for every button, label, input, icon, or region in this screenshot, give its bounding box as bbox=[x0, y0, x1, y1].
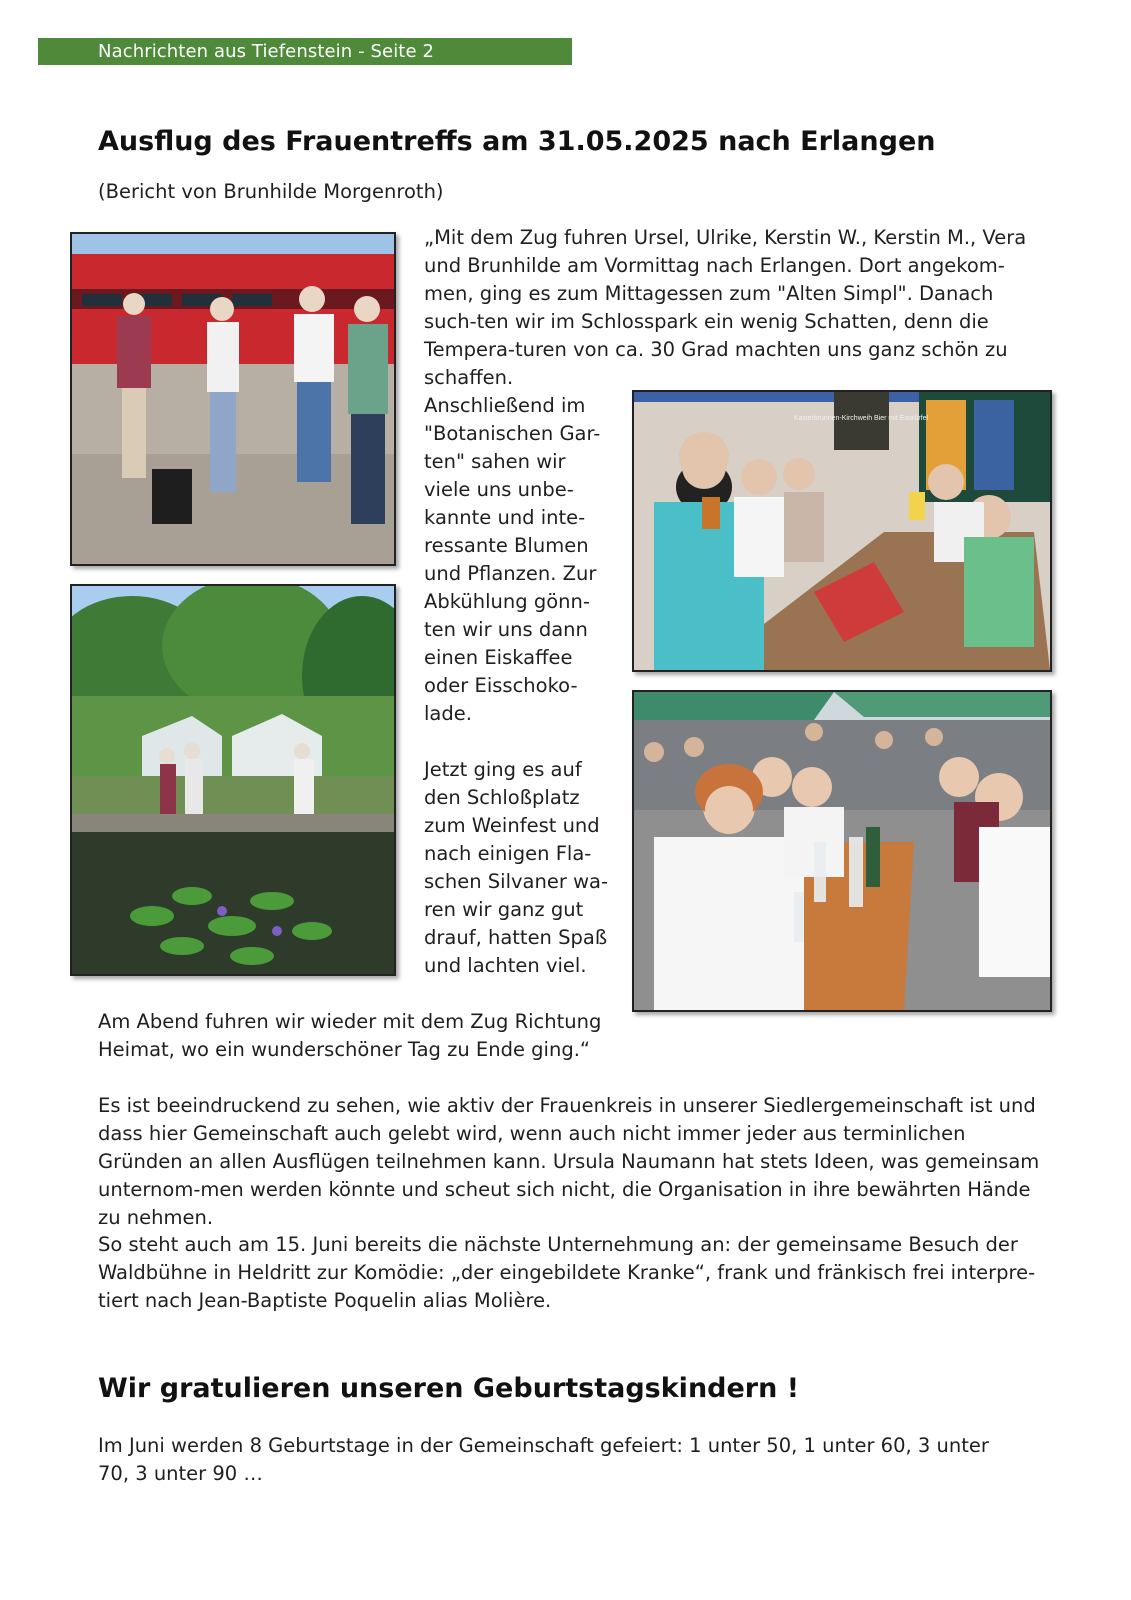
page-header-title: Nachrichten aus Tiefenstein - Seite 2 bbox=[98, 41, 435, 62]
article-paragraph-1: „Mit dem Zug fuhren Ursel, Ulrike, Kerstin W., Kerstin M., Vera und Brunhilde am Vormittag nach Erlangen. Dort angekom-men, ging es zum Mittagessen zum "Alten Simpl". Danach such-ten wir im Schlosspark ein wenig Schatten, denn die Tempera-turen von ca. 30 Grad machten uns ganz schön zu schaffen. bbox=[424, 226, 1027, 389]
birthdays-text: Im Juni werden 8 Geburtstage in der Gemeinschaft gefeiert: 1 unter 50, 1 unter 60, 3 unter 70, 3 unter 90 … bbox=[98, 1434, 989, 1485]
article-paragraph-4: Am Abend fuhren wir wieder mit dem Zug Richtung Heimat, wo ein wunderschöner Tag zu Ende ging.“ bbox=[98, 1010, 602, 1061]
article-paragraph-2: Anschließend im "Botanischen Gar-ten" sahen wir viele uns unbe-kannte und inte-ressante Blumen und Pflanzen. Zur Abkühlung gönn-ten wir uns dann einen Eiskaffee oder Eisschoko-lade. bbox=[424, 394, 601, 725]
article-paragraph-5: Es ist beeindruckend zu sehen, wie aktiv der Frauenkreis in unserer Siedlergemeinschaft ist und dass hier Gemeinschaft auch gelebt wird, wenn auch nicht immer jeder aus terminlichen Gründen an allen Ausflügen teilnehmen kann. Ursula Naumann hat stets Ideen, was gemeinsam unternom-men werden könnte und scheut sich nicht, die Organisation in ihre bewährten Hände zu nehmen. bbox=[98, 1094, 1040, 1229]
photo-train-platform bbox=[70, 232, 396, 566]
photo-botanical-garden bbox=[70, 584, 396, 976]
photo-wine-festival bbox=[632, 690, 1052, 1012]
birthdays-title: Wir gratulieren unseren Geburtstagskindern ! bbox=[98, 1373, 800, 1404]
article-byline: (Bericht von Brunhilde Morgenroth) bbox=[98, 180, 444, 203]
article-paragraph-3: Jetzt ging es auf den Schloßplatz zum Weinfest und nach einigen Fla-schen Silvaner wa-ren wir ganz gut drauf, hatten Spaß und lachten viel. bbox=[424, 758, 609, 977]
article-title: Ausflug des Frauentreffs am 31.05.2025 nach Erlangen bbox=[98, 126, 936, 157]
photo-restaurant-table bbox=[632, 390, 1052, 672]
photo-sign-text: Kaiserbrunnen-Kirchweih Bier mit Eiswürfel bbox=[793, 415, 929, 422]
article-paragraph-6: So steht auch am 15. Juni bereits die nächste Unternehmung an: der gemeinsame Besuch der Waldbühne in Heldritt zur Komödie: „der eingebildete Kranke“, frank und fränkisch frei interpre-tiert nach Jean-Baptiste Poquelin alias Molière. bbox=[98, 1233, 1036, 1312]
page-header-bar bbox=[38, 38, 572, 65]
